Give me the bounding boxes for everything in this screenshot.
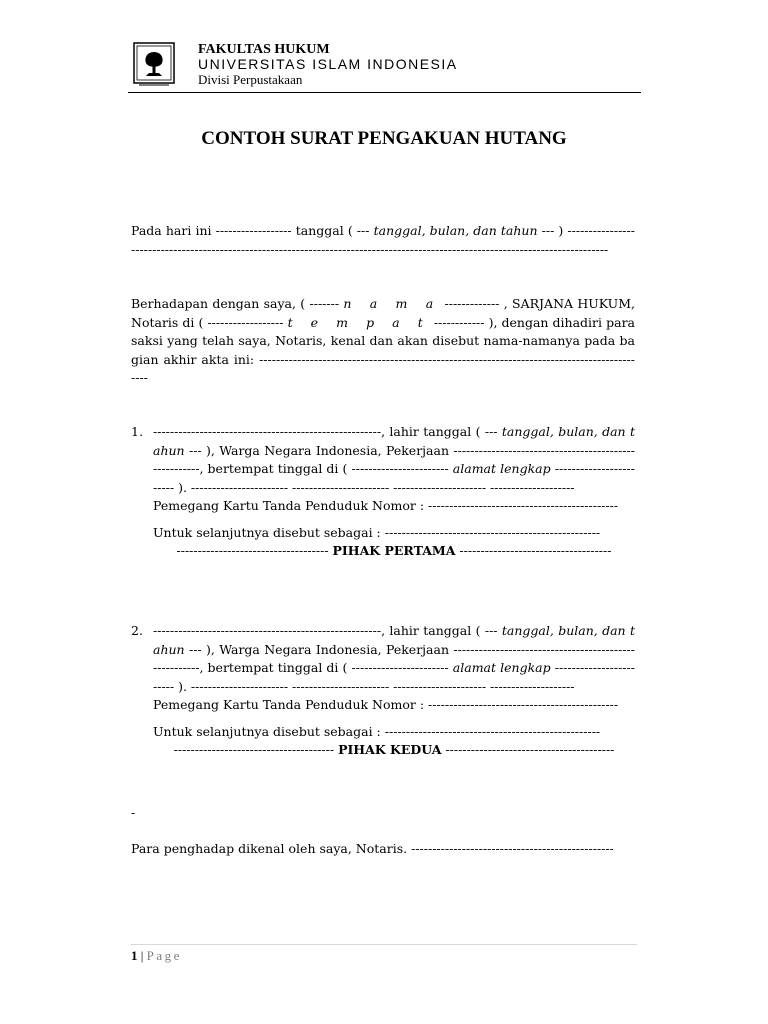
uii-logo-icon <box>133 42 175 88</box>
division-name: Divisi Perpustakaan <box>198 71 303 87</box>
letterhead <box>128 40 641 93</box>
paragraph-closing: Para penghadap dikenal oleh saya, Notaris. ------------------------------------------------ <box>131 841 614 856</box>
alias-line: Untuk selanjutnya disebut sebagai : --------------------------------------------------- <box>153 723 601 739</box>
ktp-line: Pemegang Kartu Tanda Penduduk Nomor : --------------------------------------------- <box>153 697 619 712</box>
faculty-name: FAKULTAS HUKUM <box>198 42 330 57</box>
alias-line: Untuk selanjutnya disebut sebagai : --------------------------------------------------- <box>153 524 601 540</box>
party-identity: ------------------------------------------------------, lahir tanggal ( --- tanggal, bulan, dan tahun --- ), Warga Negara Indonesia, Pekerjaan ------------------------------------------------------, bertempat tinggal di ( ----------------------- alamat lengkap ------------------------ ). ----------------------- ----------------------- ---------------------- -------------------- <box>153 623 635 694</box>
university-name: UNIVERSITAS ISLAM INDONESIA <box>198 56 458 73</box>
document-title: CONTOH SURAT PENGAKUAN HUTANG <box>201 128 567 149</box>
trailing-dash: - <box>131 805 136 820</box>
paragraph-date: Pada hari ini ------------------ tanggal ( --- tanggal, bulan, dan tahun --- ) --------------------------------------------------------------------------------------------------------------------------------- <box>131 223 635 257</box>
party-identity: ------------------------------------------------------, lahir tanggal ( --- tanggal, bulan, dan tahun --- ), Warga Negara Indonesia, Pekerjaan ------------------------------------------------------, bertempat tinggal di ( ----------------------- alamat lengkap ------------------------ ). ----------------------- ----------------------- ---------------------- -------------------- <box>153 424 635 495</box>
party-label-line: -------------------------------------- PIHAK KEDUA ---------------------------------------- <box>173 742 615 757</box>
party-item-2: 2. ------------------------------------------------------, lahir tanggal ( --- tanggal, bulan, dan tahun --- ), Warga Negara Indonesia, Pekerjaan ------------------------------------------------------, bertempat tinggal di ( ----------------------- alamat lengkap ------------------------ ). ----------------------- ----------------------- ---------------------- -------------------- Pemegang Kartu Tanda Penduduk Nomor : --------------------------------------------- Untuk selanjutnya disebut sebagai : --------------------------------------------------- -------------------------------------- PIHAK KEDUA ---------------------------------------- <box>131 622 635 760</box>
party-item-1: 1. ------------------------------------------------------, lahir tanggal ( --- tanggal, bulan, dan tahun --- ), Warga Negara Indonesia, Pekerjaan ------------------------------------------------------, bertempat tinggal di ( ----------------------- alamat lengkap ------------------------ ). ----------------------- ----------------------- ---------------------- -------------------- Pemegang Kartu Tanda Penduduk Nomor : --------------------------------------------- Untuk selanjutnya disebut sebagai : --------------------------------------------------- ------------------------------------ PIHAK PERTAMA ------------------------------------ <box>131 423 635 561</box>
ktp-line: Pemegang Kartu Tanda Penduduk Nomor : --------------------------------------------- <box>153 498 619 513</box>
paragraph-notary: Berhadapan dengan saya, ( ------- n a m a ------------- , SARJANA HUKUM, Notaris di ( ------------------ t e m p a t ------------ ), dengan dihadiri para saksi yang telah saya, Notaris, kenal dan akan disebut nama-namanya pada bagian akhir akta ini: --------------------------------------------------------------------------------------------- <box>131 296 635 385</box>
page-footer: 1 | Page <box>131 948 182 963</box>
page-number: 1 <box>131 948 138 963</box>
page-label: Page <box>146 948 182 963</box>
party-label-line: ------------------------------------ PIHAK PERTAMA ------------------------------------ <box>176 543 612 558</box>
footer-divider <box>131 944 637 945</box>
